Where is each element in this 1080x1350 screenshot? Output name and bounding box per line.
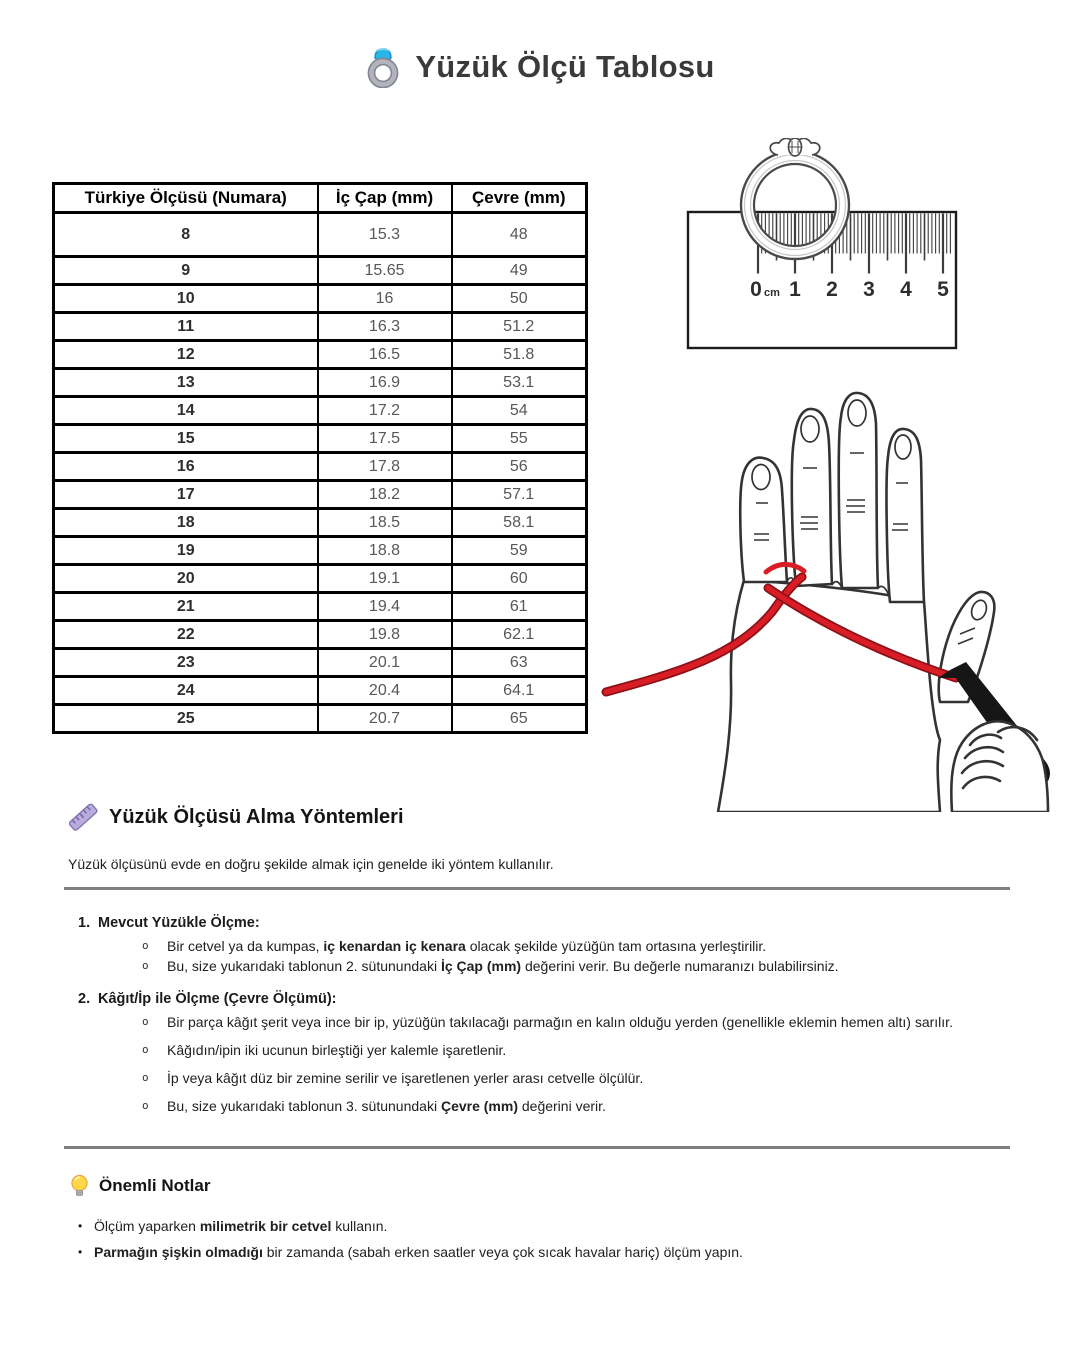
table-cell: 58.1 xyxy=(452,509,587,537)
ruler-number: cm xyxy=(764,287,780,299)
table-row xyxy=(54,341,587,369)
bullet-text xyxy=(167,1068,1030,1088)
methods-section-heading xyxy=(68,802,404,832)
table-cell: 15.3 xyxy=(318,213,452,257)
table-cell: 17.2 xyxy=(318,397,452,425)
table-row xyxy=(54,453,587,481)
table-cell: 53.1 xyxy=(452,369,587,397)
table-cell: 18 xyxy=(54,509,318,537)
text-segment: Bu, size yukarıdaki tablonun 3. sütunundaki xyxy=(167,1098,441,1114)
page-title-bar xyxy=(0,46,1080,88)
table-row xyxy=(54,621,587,649)
method-item-title: Kâğıt/İp ile Ölçme (Çevre Ölçümü): xyxy=(98,991,337,1007)
table-cell: 54 xyxy=(452,397,587,425)
table-cell: 49 xyxy=(452,257,587,285)
ruler-number: 5 xyxy=(937,278,949,301)
ruler-number: 0 xyxy=(750,278,762,301)
table-row xyxy=(54,285,587,313)
table-cell: 8 xyxy=(54,213,318,257)
ruler-number: 3 xyxy=(863,278,875,301)
table-cell: 16 xyxy=(54,453,318,481)
bullet-marker: • xyxy=(78,1219,83,1233)
table-cell: 25 xyxy=(54,705,318,733)
note-bullet xyxy=(78,1242,1030,1262)
table-cell: 17.8 xyxy=(318,453,452,481)
text-segment: değerini verir. xyxy=(517,1098,606,1114)
text-segment: Parmağın şişkin olmadığı xyxy=(94,1244,263,1260)
text-segment: milimetrik bir cetvel xyxy=(199,1218,332,1234)
table-cell: 50 xyxy=(452,285,587,313)
bullet-marker: o xyxy=(142,1015,149,1028)
table-cell: 57.1 xyxy=(452,481,587,509)
table-cell: 18.2 xyxy=(318,481,452,509)
methods-list xyxy=(78,913,1030,1124)
ruler-number: 2 xyxy=(826,278,838,301)
note-bullet xyxy=(78,1216,1030,1236)
table-cell: 16.9 xyxy=(318,369,452,397)
text-segment: Bir cetvel ya da kumpas, xyxy=(167,938,324,954)
table-cell: 21 xyxy=(54,593,318,621)
bullet-text xyxy=(167,1012,1030,1032)
methods-heading-text: Yüzük Ölçüsü Alma Yöntemleri xyxy=(109,805,404,828)
table-cell: 55 xyxy=(452,425,587,453)
table-row xyxy=(54,509,587,537)
table-row xyxy=(54,425,587,453)
table-cell: 17 xyxy=(54,481,318,509)
method-sub-bullet xyxy=(78,1040,1030,1060)
table-row xyxy=(54,213,587,257)
method-sub-bullet xyxy=(78,1068,1030,1088)
table-row xyxy=(54,565,587,593)
notes-section-heading xyxy=(70,1174,210,1198)
bullet-text xyxy=(167,1040,1030,1060)
methods-intro: Yüzük ölçüsünü evde en doğru şekilde almak için genelde iki yöntem kullanılır. xyxy=(68,856,554,872)
table-cell: 12 xyxy=(54,341,318,369)
table-row xyxy=(54,537,587,565)
table-row xyxy=(54,481,587,509)
table-header-row xyxy=(54,184,587,213)
bullet-text xyxy=(167,1096,1030,1116)
table-cell: 19.1 xyxy=(318,565,452,593)
table-cell: 56 xyxy=(452,453,587,481)
table-cell: 51.8 xyxy=(452,341,587,369)
text-segment: bir zamanda (sabah erken saatler veya çok sıcak havalar hariç) ölçüm yapın. xyxy=(262,1244,743,1260)
notes-list xyxy=(78,1216,1030,1268)
bullet-text xyxy=(167,956,1030,976)
table-cell: 20.1 xyxy=(318,649,452,677)
method-sub-bullet xyxy=(78,936,1030,956)
bullet-text xyxy=(167,936,1030,956)
divider xyxy=(64,1146,1010,1149)
table-row xyxy=(54,649,587,677)
divider xyxy=(64,887,1010,890)
method-sub-bullet xyxy=(78,1012,1030,1032)
text-segment: değerini verir. Bu değerle numaranızı bulabilirsiniz. xyxy=(521,958,839,974)
method-item-title: Mevcut Yüzükle Ölçme: xyxy=(98,915,260,931)
text-segment: iç kenardan iç kenara xyxy=(323,938,466,954)
table-row xyxy=(54,593,587,621)
table-cell: 59 xyxy=(452,537,587,565)
list-number: 1. xyxy=(78,915,91,931)
bullet-marker: o xyxy=(142,1071,149,1084)
bullet-marker: o xyxy=(142,959,149,972)
column-header-size: Türkiye Ölçüsü (Numara) xyxy=(54,184,318,213)
table-cell: 14 xyxy=(54,397,318,425)
table-cell: 64.1 xyxy=(452,677,587,705)
table-cell: 17.5 xyxy=(318,425,452,453)
column-header-diameter: İç Çap (mm) xyxy=(318,184,452,213)
table-cell: 65 xyxy=(452,705,587,733)
list-number: 2. xyxy=(78,991,91,1007)
text-segment: olacak şekilde yüzüğün tam ortasına yerleştirilir. xyxy=(465,938,767,954)
method-item xyxy=(78,913,1030,976)
table-cell: 16 xyxy=(318,285,452,313)
table-cell: 16.3 xyxy=(318,313,452,341)
bullet-text xyxy=(94,1242,743,1262)
table-row xyxy=(54,705,587,733)
ring-size-table xyxy=(52,182,588,734)
lightbulb-icon xyxy=(70,1174,89,1198)
table-cell: 62.1 xyxy=(452,621,587,649)
page-title: Yüzük Ölçü Tablosu xyxy=(415,49,715,84)
table-cell: 16.5 xyxy=(318,341,452,369)
table-cell: 48 xyxy=(452,213,587,257)
table-cell: 20 xyxy=(54,565,318,593)
bullet-text xyxy=(94,1216,387,1236)
table-row xyxy=(54,369,587,397)
text-segment: Bir parça kâğıt şerit veya ince bir ip, yüzüğün takılacağı parmağın en kalın olduğu yerden (genellikle eklemin hemen altı) sarılır. xyxy=(167,1014,953,1030)
ruler-number: 1 xyxy=(789,278,801,301)
table-cell: 20.7 xyxy=(318,705,452,733)
table-cell: 18.5 xyxy=(318,509,452,537)
notes-heading-text: Önemli Notlar xyxy=(99,1176,211,1195)
text-segment: kullanın. xyxy=(331,1218,388,1234)
text-segment: Ölçüm yaparken xyxy=(94,1218,200,1234)
bullet-marker: o xyxy=(142,939,149,952)
table-cell: 24 xyxy=(54,677,318,705)
table-cell: 63 xyxy=(452,649,587,677)
ruler-icon xyxy=(68,802,98,832)
table-cell: 60 xyxy=(452,565,587,593)
ring-icon xyxy=(365,46,401,88)
table-cell: 13 xyxy=(54,369,318,397)
table-cell: 18.8 xyxy=(318,537,452,565)
table-row xyxy=(54,677,587,705)
table-row xyxy=(54,313,587,341)
ruler-number: 4 xyxy=(900,278,912,301)
column-header-circumference: Çevre (mm) xyxy=(452,184,587,213)
method-item xyxy=(78,989,1030,1116)
table-cell: 15.65 xyxy=(318,257,452,285)
table-cell: 19 xyxy=(54,537,318,565)
ring-on-ruler-illustration xyxy=(683,138,963,352)
table-cell: 19.4 xyxy=(318,593,452,621)
table-cell: 23 xyxy=(54,649,318,677)
table-cell: 15 xyxy=(54,425,318,453)
table-cell: 9 xyxy=(54,257,318,285)
bullet-marker: o xyxy=(142,1043,149,1056)
table-cell: 11 xyxy=(54,313,318,341)
text-segment: Kâğıdın/ipin iki ucunun birleştiği yer kalemle işaretlenir. xyxy=(167,1042,507,1058)
ring-crown xyxy=(770,138,820,156)
text-segment: Çevre (mm) xyxy=(440,1098,518,1114)
hand-string-illustration xyxy=(600,372,1050,812)
table-cell: 10 xyxy=(54,285,318,313)
text-segment: İç Çap (mm) xyxy=(440,958,522,974)
size-table-body xyxy=(54,213,587,733)
table-cell: 19.8 xyxy=(318,621,452,649)
table-cell: 51.2 xyxy=(452,313,587,341)
table-row xyxy=(54,257,587,285)
table-cell: 22 xyxy=(54,621,318,649)
method-sub-bullet xyxy=(78,1096,1030,1116)
bullet-marker: • xyxy=(78,1245,83,1259)
bullet-marker: o xyxy=(142,1099,149,1112)
method-sub-bullet xyxy=(78,956,1030,976)
text-segment: İp veya kâğıt düz bir zemine serilir ve işaretlenen yerler arası cetvelle ölçülür. xyxy=(167,1070,644,1086)
table-cell: 20.4 xyxy=(318,677,452,705)
text-segment: Bu, size yukarıdaki tablonun 2. sütunundaki xyxy=(167,958,441,974)
table-cell: 61 xyxy=(452,593,587,621)
table-row xyxy=(54,397,587,425)
